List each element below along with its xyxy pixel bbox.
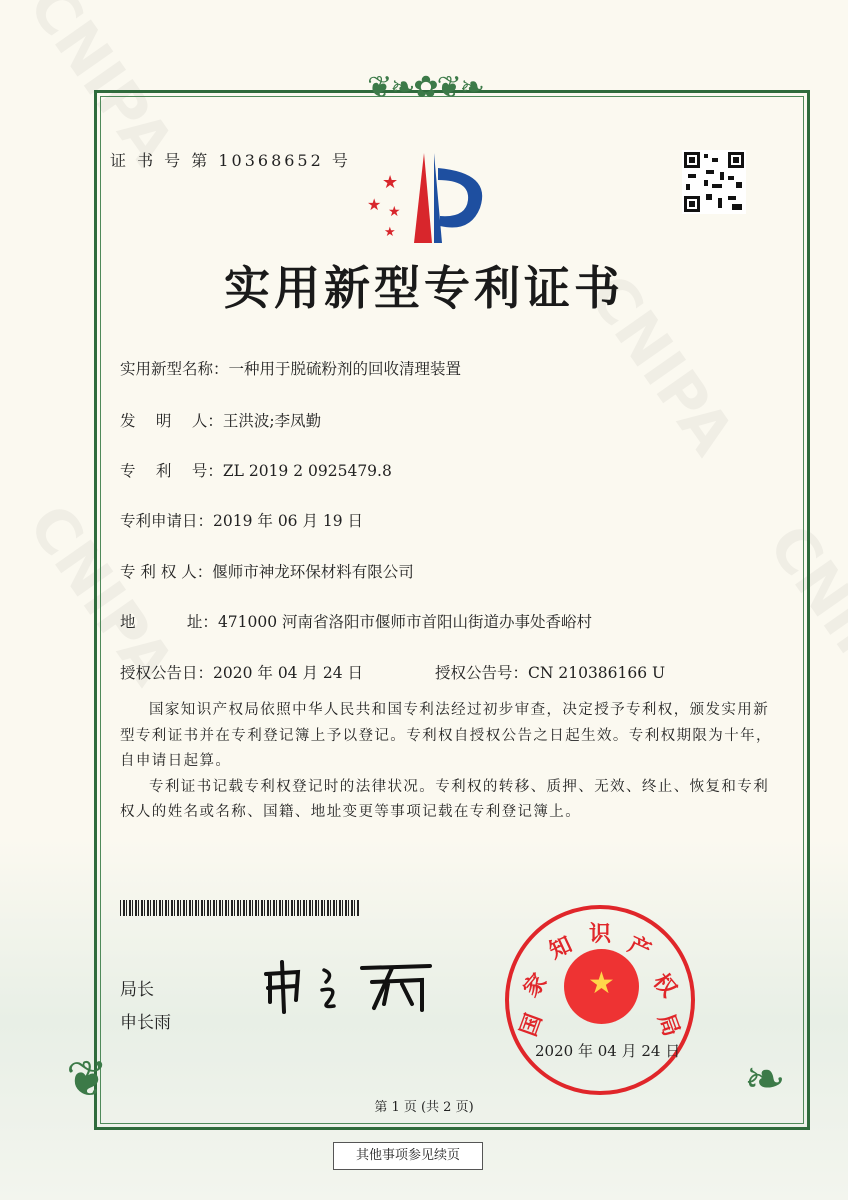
continued-note: 其他事项参见续页 [333,1142,483,1170]
svg-text:★: ★ [382,172,399,193]
svg-text:★: ★ [388,204,401,220]
field-label: 专利申请日： [120,512,214,530]
qr-code [682,150,746,214]
cnipa-logo [362,148,492,248]
field-label: 实用新型名称： [120,360,229,378]
svg-text:★: ★ [367,195,382,214]
field-value: 王洪波;李凤勤 [222,412,322,430]
field-announcement-number [435,661,665,683]
corner-ornament: ❦ [66,1050,108,1108]
svg-text:★: ★ [384,225,396,240]
field-value: 一种用于脱硫粉剂的回收清理装置 [228,360,462,378]
certificate-statement [120,698,778,826]
field-label: 授权公告号： [435,664,529,682]
field-address [120,610,592,632]
field-label: 授权公告日： [120,664,214,682]
field-label: 地 址： [120,613,218,631]
field-label: 发 明 人： [120,412,223,430]
field-label: 专 利 权 人： [120,563,213,581]
statement-paragraph: 专利证书记载专利权登记时的法律状况。专利权的转移、质押、无效、终止、恢复和专利权人的姓名或名称、国籍、地址变更等事项记载在专利登记簿上。 [120,778,770,820]
top-ornament: ❦❧✿❦❧ [367,70,483,105]
field-patentee [120,560,414,582]
field-inventor [120,409,321,431]
field-label: 专 利 号： [120,462,223,480]
director-name: 申长雨 [120,1013,171,1033]
field-value: 471000 河南省洛阳市偃师市首阳山街道办事处香峪村 [217,613,593,631]
field-grant-date [120,661,363,683]
director-signature [262,960,437,1015]
field-utility-model-name [120,357,461,379]
statement-paragraph: 国家知识产权局依照中华人民共和国专利法经过初步审查，决定授予专利权，颁发实用新型专利证书并在专利登记簿上予以登记。专利权自授权公告之日起生效。专利权期限为十年，自申请日起算。 [120,702,772,769]
field-value: ZL 2019 2 0925479.8 [222,462,392,480]
field-value: 2019 年 06 月 19 日 [213,512,364,530]
director-title: 局长 [120,980,154,1000]
official-seal: ★ 国 家 知 识 产 权 局 [505,905,695,1095]
field-patent-number [120,459,392,481]
national-emblem-icon: ★ [564,949,639,1024]
corner-ornament: ❧ [744,1050,786,1108]
barcode [120,900,360,916]
field-value: 偃师市神龙环保材料有限公司 [212,563,414,581]
seal-date: 2020 年 04 月 24 日 [535,1042,681,1060]
page-indicator: 第 1 页 (共 2 页) [374,1100,474,1115]
document-title: 实用新型专利证书 [224,261,624,315]
certificate-number: 证 书 号 第 10368652 号 [110,151,351,170]
field-application-date [120,509,363,531]
field-value: CN 210386166 U [528,664,666,682]
field-value: 2020 年 04 月 24 日 [213,664,364,682]
